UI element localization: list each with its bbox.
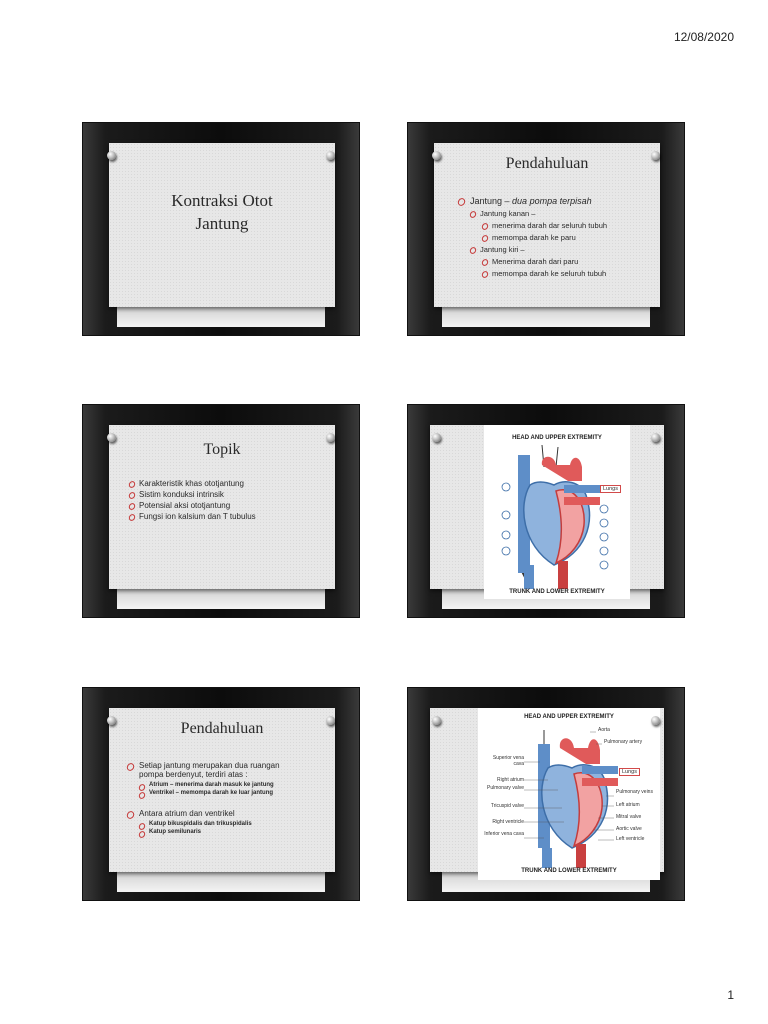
slide-title — [109, 189, 335, 235]
pin-icon — [432, 433, 441, 442]
slide-3-topik — [82, 404, 360, 618]
label-left-atrium: Left atrium — [616, 802, 640, 808]
diagram-caption-bottom: TRUNK AND LOWER EXTREMITY — [509, 589, 605, 595]
pin-icon — [107, 716, 116, 725]
label-pulmonary-veins: Pulmonary veins — [616, 789, 653, 795]
bullet-item: Atrium – menerima darah masuk ke jantung — [139, 782, 327, 788]
pin-icon — [651, 151, 660, 160]
pin-icon — [651, 433, 660, 442]
label-mitral-valve: Mitral valve — [616, 814, 642, 820]
page-date: 12/08/2020 — [673, 30, 734, 44]
bullet-item: Antara atrium dan ventrikel — [127, 809, 327, 818]
bullet-item: Potensial aksi ototjantung — [129, 501, 325, 510]
bullet-item: Sistim konduksi intrinsik — [129, 490, 325, 499]
label-tricuspid-valve: Tricuspid valve — [490, 803, 524, 809]
page-number: 1 — [727, 988, 734, 1002]
bullet-item: Karakteristik khas ototjantung — [129, 479, 325, 488]
label-inferior-vena-cava: Inferior vena cava — [484, 831, 524, 837]
bullet-emphasis: dua pompa terpisah — [512, 196, 592, 206]
slide-1-title — [82, 122, 360, 336]
bullet-item: Ventrikel – memompa darah ke luar jantung — [139, 790, 327, 796]
bullet-item: Katup bikuspidalis dan trikuspidalis — [139, 821, 327, 827]
bullet-label: Jantung – — [470, 196, 513, 206]
label-aortic-valve: Aortic valve — [616, 826, 642, 832]
bullet-item: Fungsi ion kalsium dan T tubulus — [129, 512, 325, 521]
bullet-line: pompa berdenyut, terdiri atas : — [139, 770, 248, 779]
slide-2-pendahuluan — [407, 122, 685, 336]
label-pulmonary-valve: Pulmonary valve — [487, 785, 524, 791]
slide-paper — [434, 143, 660, 307]
label-right-ventricle: Right ventricle — [492, 819, 524, 825]
bullet-line: Setiap jantung merupakan dua ruangan — [139, 761, 280, 770]
slide-4-heart-diagram — [407, 404, 685, 618]
bullet-item: memompa darah ke seluruh tubuh — [482, 269, 650, 278]
slide-body — [129, 477, 325, 523]
bullet-item — [458, 196, 650, 206]
slide-title: Pendahuluan — [180, 720, 264, 737]
pin-icon — [107, 433, 116, 442]
slide-paper — [109, 143, 335, 307]
bullet-item: Jantung kanan – — [470, 209, 650, 218]
slide-title: Topik — [203, 441, 241, 458]
pin-icon — [651, 716, 660, 725]
diagram-caption-bottom: TRUNK AND LOWER EXTREMITY — [521, 868, 617, 874]
heart-diagram-labeled — [478, 708, 660, 880]
slide-body — [458, 193, 650, 281]
bullet-item: memompa darah ke paru — [482, 233, 650, 242]
label-right-atrium: Right atrium — [497, 777, 524, 783]
pin-icon — [326, 433, 335, 442]
lungs-label: Lungs — [600, 485, 621, 493]
pin-icon — [326, 151, 335, 160]
slide-body — [127, 758, 327, 837]
slide-6-heart-diagram-labeled — [407, 687, 685, 901]
lungs-label: Lungs — [619, 768, 640, 776]
diagram-caption-top: HEAD AND UPPER EXTREMITY — [524, 714, 614, 720]
label-left-ventricle: Left ventricle — [616, 836, 645, 842]
pin-icon — [326, 716, 335, 725]
bullet-item — [127, 761, 327, 779]
diagram-caption-top: HEAD AND UPPER EXTREMITY — [512, 435, 602, 441]
pin-icon — [432, 716, 441, 725]
label-pulmonary-artery: Pulmonary artery — [604, 739, 643, 745]
label-aorta: Aorta — [598, 727, 610, 733]
slide-title: Pendahuluan — [505, 155, 589, 172]
bullet-item: Katup semilunaris — [139, 829, 327, 835]
heart-illustration — [484, 425, 630, 599]
title-line-2: Jantung — [195, 214, 249, 233]
bullet-item: menerima darah dar seluruh tubuh — [482, 221, 650, 230]
bullet-item: Menerima darah dari paru — [482, 257, 650, 266]
slide-5-pendahuluan — [82, 687, 360, 901]
heart-diagram — [484, 425, 630, 599]
title-line-1: Kontraksi Otot — [171, 191, 273, 210]
bullet-item: Jantung kiri – — [470, 245, 650, 254]
pin-icon — [432, 151, 441, 160]
slide-paper — [109, 425, 335, 589]
label-superior-vena-cava: Superior vena cava — [492, 755, 524, 767]
pin-icon — [107, 151, 116, 160]
slide-paper — [109, 708, 335, 872]
